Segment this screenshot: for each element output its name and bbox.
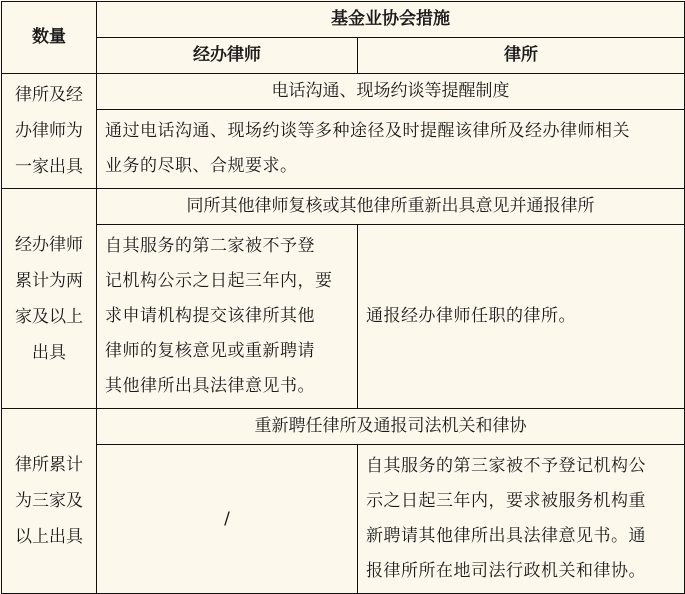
measure-title: 电话沟通、现场约谈等提醒制度 [97, 74, 685, 110]
detail-line: 律师的复核意见或重新聘请 [105, 341, 315, 361]
condition-line: 出具 [32, 342, 66, 363]
header-group: 基金业协会措施 [97, 2, 685, 38]
header-firm: 律所 [358, 38, 685, 74]
condition-line: 家及以上 [15, 306, 83, 327]
detail-line: 业务的尽职、合规要求。 [105, 156, 298, 176]
detail-line: 自其服务的第二家被不予登 [105, 236, 315, 256]
detail-line: 其他律所出具法律意见书。 [105, 376, 315, 396]
table-row [2, 409, 685, 445]
measure-title: 重新聘任律所及通报司法机关和律协 [97, 409, 685, 445]
table-row [2, 189, 685, 225]
detail-line: 通过电话沟通、现场约谈等多种途径及时提醒该律所及经办律师相关 [105, 121, 630, 141]
condition-cell [2, 409, 97, 594]
condition-line: 律所累计 [15, 455, 83, 475]
header-lawyer: 经办律师 [97, 38, 358, 74]
condition-line: 累计为两 [15, 270, 83, 291]
firm-detail: 通报经办律师任职的律所。 [358, 225, 685, 409]
detail-line: 示之日起三年内，要求被服务机构重 [366, 491, 646, 511]
table-row [2, 74, 685, 110]
detail-line: 报律所所在地司法行政机关和律协。 [366, 561, 646, 581]
detail-line: 新聘请其他律所出具法律意见书。通 [366, 526, 646, 546]
lawyer-detail [97, 225, 358, 409]
condition-line: 律所及经 [15, 85, 83, 105]
header-quantity: 数量 [2, 2, 97, 74]
condition-line: 为三家及 [15, 491, 83, 511]
detail-line: 自其服务的第三家被不予登记机构公 [366, 456, 646, 476]
firm-detail [358, 445, 685, 594]
condition-cell [2, 189, 97, 409]
condition-line: 以上出具 [15, 527, 83, 547]
condition-line: 办律师为 [15, 121, 83, 141]
condition-cell [2, 74, 97, 189]
condition-line: 一家出具 [15, 157, 83, 177]
detail-line: 求申请机构提交该律所其他 [105, 306, 315, 326]
detail-line: 记机构公示之日起三年内，要 [105, 271, 333, 291]
measure-detail [97, 110, 685, 189]
measures-table [1, 1, 685, 594]
measure-title: 同所其他律师复核或其他律所重新出具意见并通报律所 [97, 189, 685, 225]
lawyer-detail: / [97, 445, 358, 594]
condition-line: 经办律师 [15, 234, 83, 255]
